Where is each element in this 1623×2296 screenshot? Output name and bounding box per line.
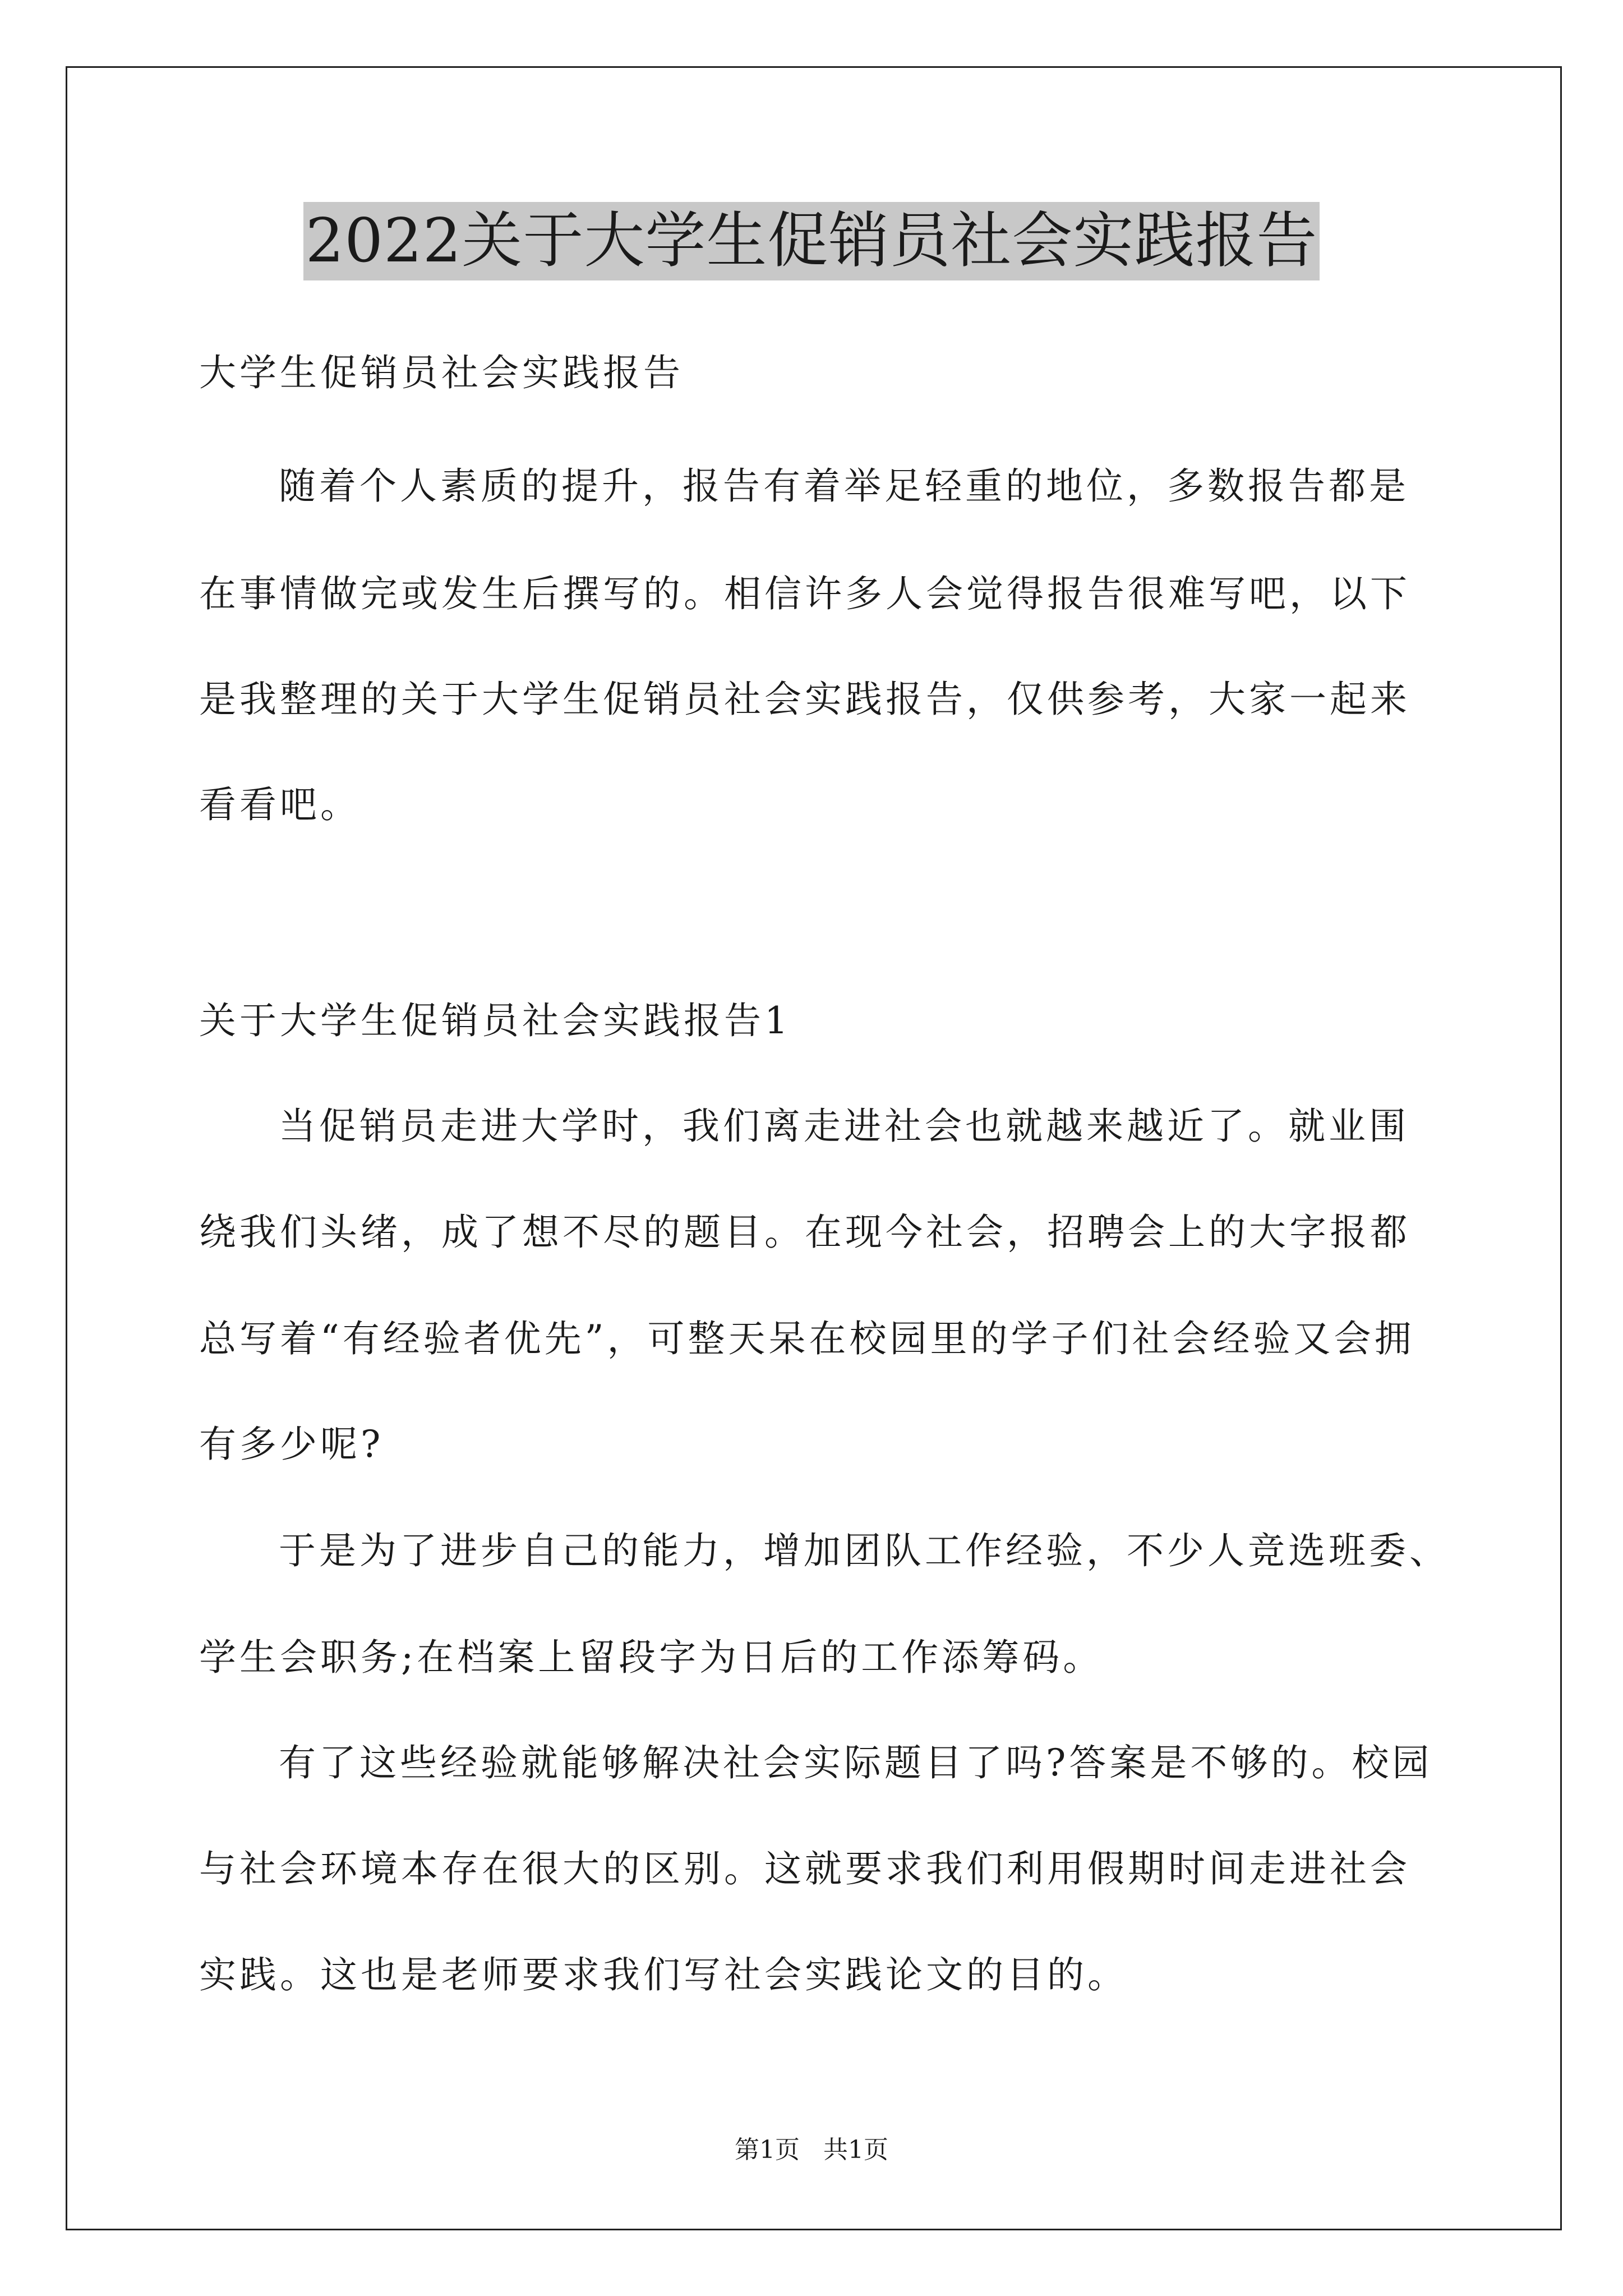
paragraph3-line-1: 有了这些经验就能够解决社会实际题目了吗?答案是不够的。校园 (279, 1741, 1433, 1784)
section-heading: 关于大学生促销员社会实践报告1 (199, 999, 791, 1042)
paragraph1-line-2: 绕我们头绪，成了想不尽的题目。在现今社会，招聘会上的大字报都 (199, 1211, 1410, 1254)
intro-line-1: 随着个人素质的提升，报告有着举足轻重的地位，多数报告都是 (279, 464, 1409, 508)
intro-line-3: 是我整理的关于大学生促销员社会实践报告，仅供参考，大家一起来 (199, 678, 1410, 721)
intro-line-4: 看看吧。 (199, 783, 361, 826)
paragraph3-line-3: 实践。这也是老师要求我们写社会实践论文的目的。 (199, 1953, 1128, 1996)
paragraph3-line-2: 与社会环境本存在很大的区别。这就要求我们利用假期时间走进社会 (199, 1847, 1410, 1890)
paragraph1-line-1: 当促销员走进大学时，我们离走进社会也就越来越近了。就业围 (279, 1105, 1409, 1148)
title-block (0, 202, 1623, 280)
document-title: 2022关于大学生促销员社会实践报告 (303, 202, 1320, 280)
intro-line-2: 在事情做完或发生后撰写的。相信许多人会觉得报告很难写吧，以下 (199, 572, 1410, 615)
paragraph2-line-1: 于是为了进步自己的能力，增加团队工作经验，不少人竞选班委、 (279, 1529, 1450, 1572)
paragraph1-line-3: 总写着“有经验者优先”，可整天呆在校园里的学子们社会经验又会拥 (199, 1317, 1415, 1360)
subtitle: 大学生促销员社会实践报告 (199, 351, 684, 394)
page-footer: 第1页 共1页 (735, 2136, 888, 2164)
paragraph2-line-2: 学生会职务;在档案上留段字为日后的工作添筹码。 (199, 1636, 1104, 1679)
paragraph1-line-4: 有多少呢? (199, 1423, 384, 1466)
